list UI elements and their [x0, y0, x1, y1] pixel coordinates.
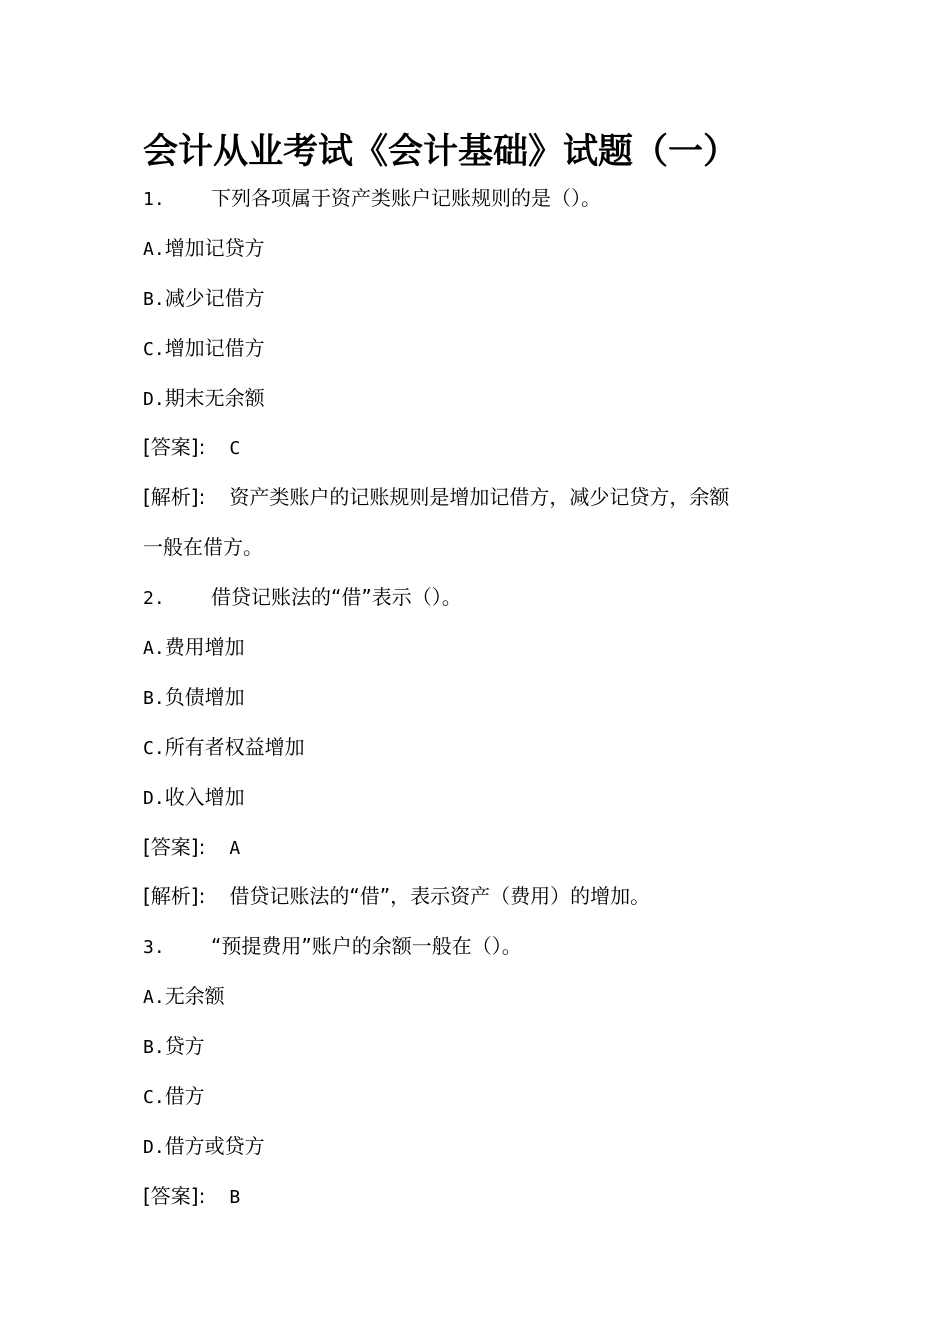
option-text: 无余额 — [164, 984, 225, 1009]
option-line — [143, 374, 843, 424]
answer-value: A — [229, 837, 241, 859]
analysis-text: 一般在借方。 — [143, 535, 263, 560]
option-letter: B. — [143, 1037, 165, 1059]
option-letter: C. — [143, 737, 165, 759]
option-line — [143, 623, 843, 673]
option-text: 增加记借方 — [164, 335, 265, 360]
analysis-line — [143, 872, 843, 922]
option-text: 减少记借方 — [164, 285, 265, 310]
answer-label: [答案]: — [143, 834, 206, 859]
option-line — [143, 972, 843, 1022]
analysis-text: 借贷记账法的“借”，表示资产（费用）的增加。 — [229, 884, 651, 909]
option-line — [143, 773, 843, 823]
analysis-text: 资产类账户的记账规则是增加记借方，减少记贷方，余额 — [229, 485, 730, 510]
option-line — [143, 274, 843, 324]
answer-value: C — [229, 438, 241, 460]
question-text: 借贷记账法的“借”表示（）。 — [211, 585, 462, 610]
option-line — [143, 1122, 843, 1172]
option-text: 借方 — [164, 1084, 205, 1109]
option-letter: A. — [143, 987, 165, 1009]
question-text: “预提费用”账户的余额一般在（）。 — [211, 934, 522, 959]
question-number: 3. — [143, 937, 165, 959]
answer-line — [143, 1172, 843, 1222]
option-text: 所有者权益增加 — [164, 734, 305, 759]
option-letter: D. — [143, 388, 165, 410]
answer-label: [答案]: — [143, 435, 206, 460]
option-letter: C. — [143, 1087, 165, 1109]
question-number: 1. — [143, 189, 165, 210]
question-stem — [143, 174, 843, 224]
document-title: 会计从业考试《会计基础》试题（一） — [143, 132, 739, 172]
option-text: 贷方 — [164, 1034, 205, 1059]
question-stem — [143, 573, 843, 623]
option-text: 增加记贷方 — [164, 235, 265, 260]
option-text: 负债增加 — [164, 684, 245, 709]
option-text: 费用增加 — [164, 635, 245, 660]
analysis-line — [143, 473, 843, 523]
option-text: 借方或贷方 — [164, 1133, 265, 1158]
analysis-label: [解析]: — [143, 485, 206, 510]
question-number: 2. — [143, 588, 165, 610]
question-list — [143, 174, 843, 1222]
analysis-continuation — [143, 523, 843, 573]
answer-line — [143, 423, 843, 473]
answer-label: [答案]: — [143, 1183, 206, 1208]
question-text: 下列各项属于资产类账户记账规则的是（）。 — [211, 186, 601, 210]
option-line — [143, 324, 843, 374]
question-stem — [143, 922, 843, 972]
option-line — [143, 1072, 843, 1122]
option-letter: A. — [143, 638, 165, 660]
answer-value: B — [229, 1186, 241, 1208]
option-letter: D. — [143, 787, 165, 809]
option-text: 期末无余额 — [164, 385, 265, 410]
option-letter: A. — [143, 238, 165, 260]
option-line — [143, 673, 843, 723]
option-line — [143, 1022, 843, 1072]
option-letter: B. — [143, 288, 165, 310]
option-text: 收入增加 — [164, 784, 245, 809]
option-letter: B. — [143, 687, 165, 709]
answer-line — [143, 823, 843, 873]
option-letter: C. — [143, 338, 165, 360]
option-line — [143, 723, 843, 773]
option-letter: D. — [143, 1136, 165, 1158]
analysis-label: [解析]: — [143, 884, 206, 909]
option-line — [143, 224, 843, 274]
